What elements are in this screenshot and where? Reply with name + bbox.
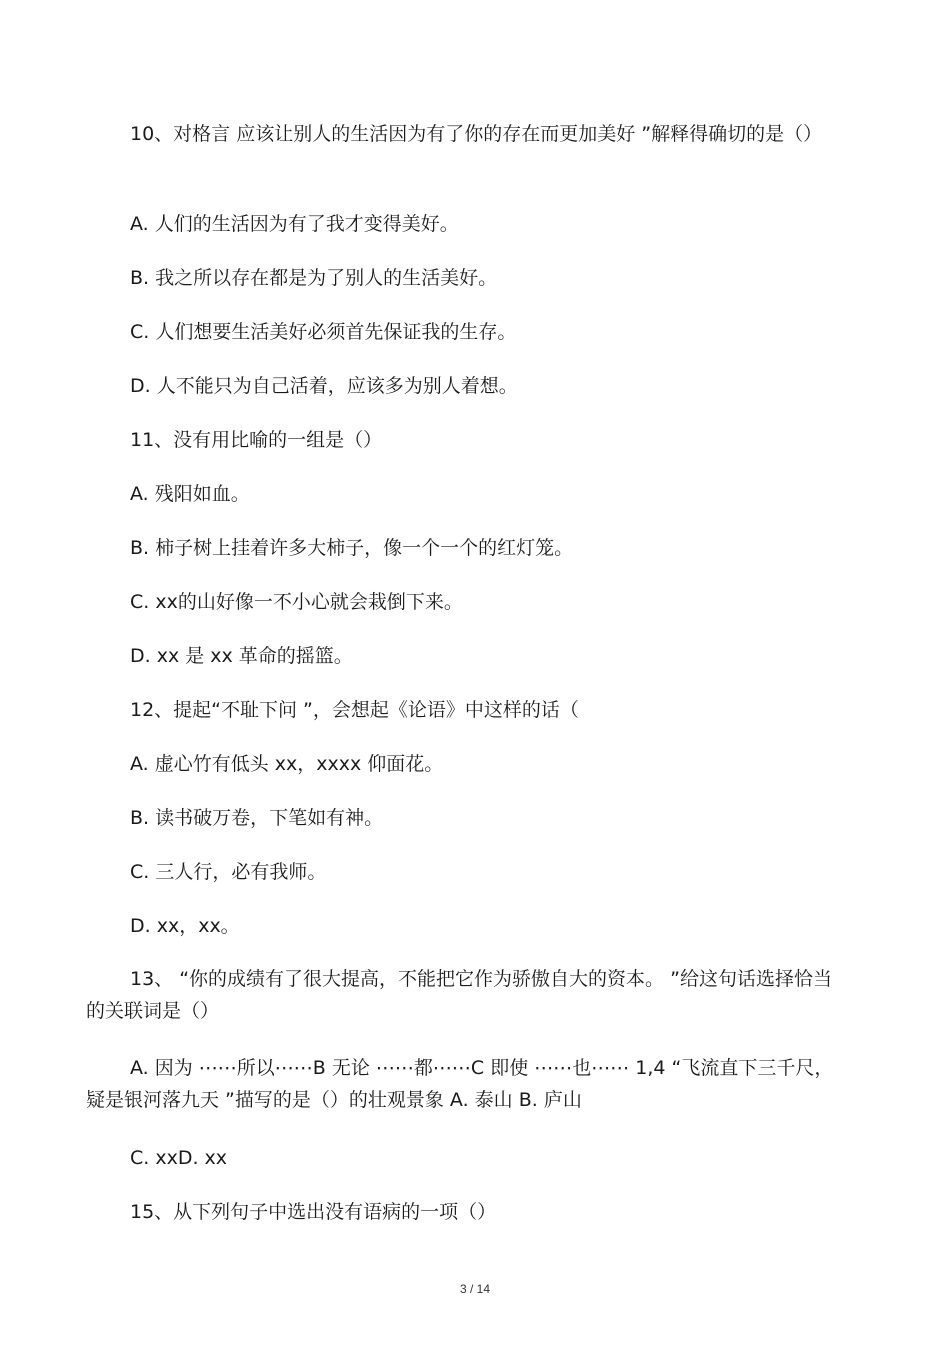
question-11-option-c: C. xx的山好像一不小心就会栽倒下来。 xyxy=(130,591,463,613)
question-10-option-d: D. 人不能只为自己活着，应该多为别人着想。 xyxy=(130,375,518,397)
question-15-stem: 15、从下列句子中选出没有语病的一项（） xyxy=(130,1201,497,1223)
question-11-option-d: D. xx 是 xx 革命的摇篮。 xyxy=(130,645,353,667)
question-12-option-d: D. xx，xx。 xyxy=(130,915,240,937)
page-indicator: 3 / 14 xyxy=(459,1282,491,1296)
question-10-option-a: A. 人们的生活因为有了我才变得美好。 xyxy=(130,213,459,235)
question-13-stem: 13、 “你的成绩有了很大提高，不能把它作为骄傲自大的资本。 ”给这句话选择恰当的关联词是（） xyxy=(86,968,832,1022)
question-12-option-c: C. 三人行，必有我师。 xyxy=(130,861,327,883)
question-10-stem: 10、对格言 应该让别人的生活因为有了你的存在而更加美好 ”解释得确切的是（） xyxy=(130,123,823,145)
question-12-option-a: A. 虚心竹有低头 xx，xxxx 仰面花。 xyxy=(130,753,444,775)
question-10-option-b: B. 我之所以存在都是为了别人的生活美好。 xyxy=(130,267,498,289)
question-13-14-options: A. 因为 ⋯⋯所以⋯⋯B 无论 ⋯⋯都⋯⋯C 即使 ⋯⋯也⋯⋯ 1,4 “飞流直下三千尺，疑是银河落九天 ”描写的是（）的壮观景象 A. 泰山 B. 庐山 xyxy=(86,1057,834,1111)
question-12-stem: 12、提起“不耻下问 ”，会想起《论语》中这样的话（ xyxy=(130,699,579,721)
question-11-option-b: B. 柿子树上挂着许多大柿子，像一个一个的红灯笼。 xyxy=(130,537,574,559)
question-11-option-a: A. 残阳如血。 xyxy=(130,483,250,505)
question-11-stem: 11、没有用比喻的一组是（） xyxy=(130,429,383,451)
question-14-options-cd: C. xxD. xx xyxy=(130,1147,228,1169)
question-10-option-c: C. 人们想要生活美好必须首先保证我的生存。 xyxy=(130,321,517,343)
question-12-option-b: B. 读书破万卷，下笔如有神。 xyxy=(130,807,384,829)
